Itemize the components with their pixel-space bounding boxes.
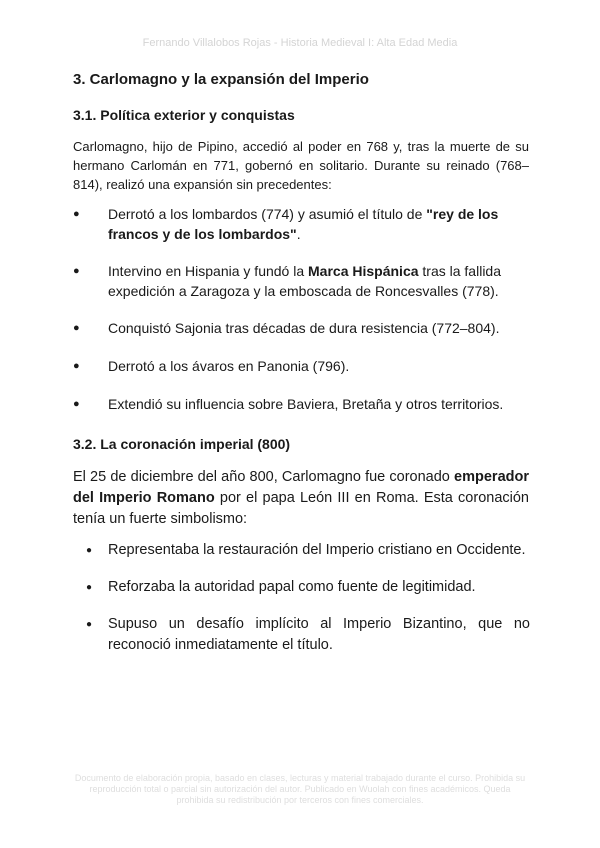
list-item	[86, 614, 530, 656]
bullet-icon: ●	[73, 265, 80, 277]
page-header: Fernando Villalobos Rojas - Historia Medieval I: Alta Edad Media	[142, 37, 458, 49]
subsection-1-intro: Carlomagno, hijo de Pipino, accedió al poder en 768 y, tras la muerte de su hermano Carlomán en 771, gobernó en solitario. Durante su reinado (768–814), realizó una expansión sin precedentes:	[73, 139, 529, 192]
list-item	[73, 394, 533, 414]
subsection-title-1: 3.1. Política exterior y conquistas	[73, 107, 295, 123]
list-item-text: Intervino en Hispania y fundó la Marca Hispánica tras la fallida expedición a Zaragoza y la emboscada de Roncesvalles (778).	[108, 263, 501, 299]
conquests-list	[73, 204, 533, 414]
bullet-icon: ●	[86, 619, 93, 630]
list-item-text: Derrotó a los ávaros en Panonia (796).	[108, 358, 350, 374]
list-item	[73, 356, 533, 394]
bullet-icon: ●	[73, 360, 80, 372]
list-item-text: Derrotó a los lombardos (774) y asumió el título de "rey de los francos y de los lombardos".	[108, 206, 499, 242]
list-item	[73, 261, 533, 318]
bullet-icon: ●	[73, 322, 80, 334]
bullet-icon: ●	[86, 545, 93, 556]
subsection-title-2: 3.2. La coronación imperial (800)	[73, 436, 291, 452]
section-title: 3. Carlomagno y la expansión del Imperio	[73, 71, 369, 88]
list-item-text: Reforzaba la autoridad papal como fuente de legitimidad.	[108, 579, 476, 595]
list-item-text: Extendió su influencia sobre Baviera, Bretaña y otros territorios.	[108, 396, 504, 412]
list-item-text: Supuso un desafío implícito al Imperio Bizantino, que no reconoció inmediatamente el título.	[108, 616, 530, 653]
bullet-icon: ●	[73, 208, 80, 220]
list-item	[73, 318, 533, 356]
bullet-icon: ●	[86, 582, 93, 593]
list-item	[86, 577, 530, 614]
list-item	[73, 204, 533, 261]
bullet-icon: ●	[73, 398, 80, 410]
list-item-text: Conquistó Sajonia tras décadas de dura resistencia (772–804).	[108, 320, 500, 336]
subsection-2-intro: El 25 de diciembre del año 800, Carlomagno fue coronado emperador del Imperio Romano por el papa León III en Roma. Esta coronación tenía un fuerte simbolismo:	[73, 469, 529, 527]
list-item-text: Representaba la restauración del Imperio cristiano en Occidente.	[108, 542, 526, 558]
page-footer: Documento de elaboración propia, basado en clases, lecturas y material trabajado durante el curso. Prohibida su reproducción total o parcial sin autorización del autor. Publicado en Wuolah con fines académicos. Queda prohibida su redistribución por terceros con fines comerciales.	[74, 773, 526, 805]
coronation-list	[86, 540, 530, 656]
list-item	[86, 540, 530, 577]
